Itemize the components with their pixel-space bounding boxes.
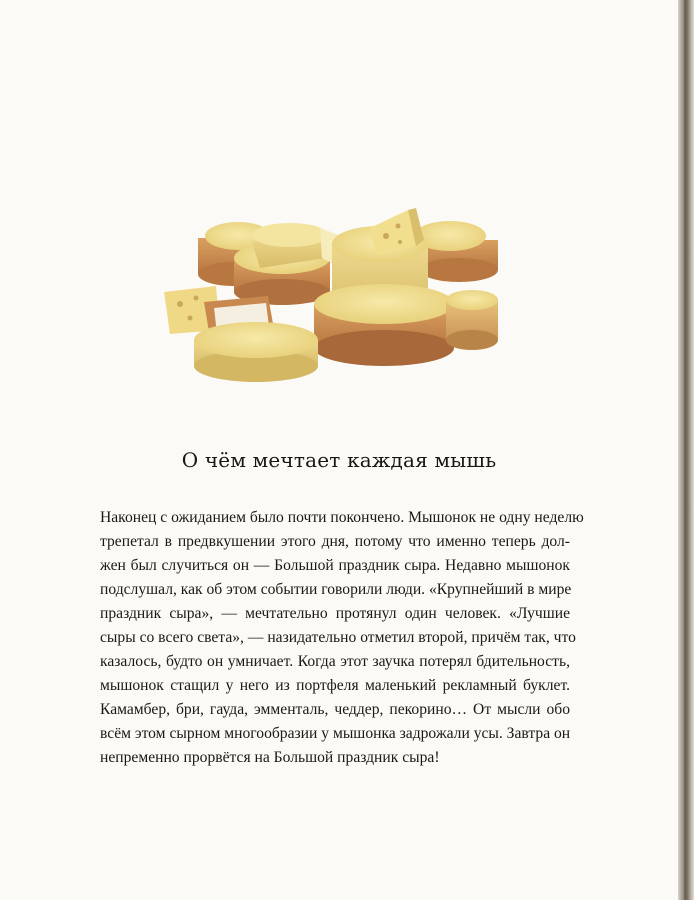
body-line: сыры со всего света», — назидательно отметил второй, причём так, что bbox=[100, 629, 576, 646]
chapter-title: О чём мечтает каждая мышь bbox=[181, 448, 497, 472]
body-line: трепетал в предвкушении этого дня, потому что именно теперь дол- bbox=[100, 533, 570, 550]
body-line: непременно прорвётся на Большой праздник сыра! bbox=[100, 749, 440, 766]
cheese-illustration bbox=[150, 200, 510, 400]
body-line: мышонок стащил у него из портфеля маленький рекламный буклет. bbox=[100, 677, 570, 694]
cheese-wheel-bottom-center bbox=[314, 284, 454, 366]
cheese-wheel-front-left bbox=[194, 322, 318, 382]
page-edge-shadow bbox=[684, 0, 686, 900]
body-line: подслушал, как об этом событии говорили люди. «Крупнейший в мире bbox=[100, 581, 572, 598]
cheese-wheel-right bbox=[446, 290, 498, 350]
body-line: казалось, будто он умничает. Когда этот заучка потерял бдительность, bbox=[100, 653, 570, 670]
page-binding-edge bbox=[678, 0, 694, 900]
chapter-body-text bbox=[100, 506, 584, 770]
body-line: жен был случиться он — Большой праздник сыра. Недавно мышонок bbox=[100, 557, 570, 574]
body-line: всём этом сырном многообразии у мышонка задрожали усы. Завтра он bbox=[100, 725, 571, 742]
body-line: праздник сыра», — мечтательно протянул один человек. «Лучшие bbox=[100, 605, 570, 622]
body-line: Камамбер, бри, гауда, эмменталь, чеддер, пекорино… От мысли обо bbox=[100, 701, 570, 718]
body-line: Наконец с ожиданием было почти покончено. Мышонок не одну неделю bbox=[100, 509, 584, 526]
